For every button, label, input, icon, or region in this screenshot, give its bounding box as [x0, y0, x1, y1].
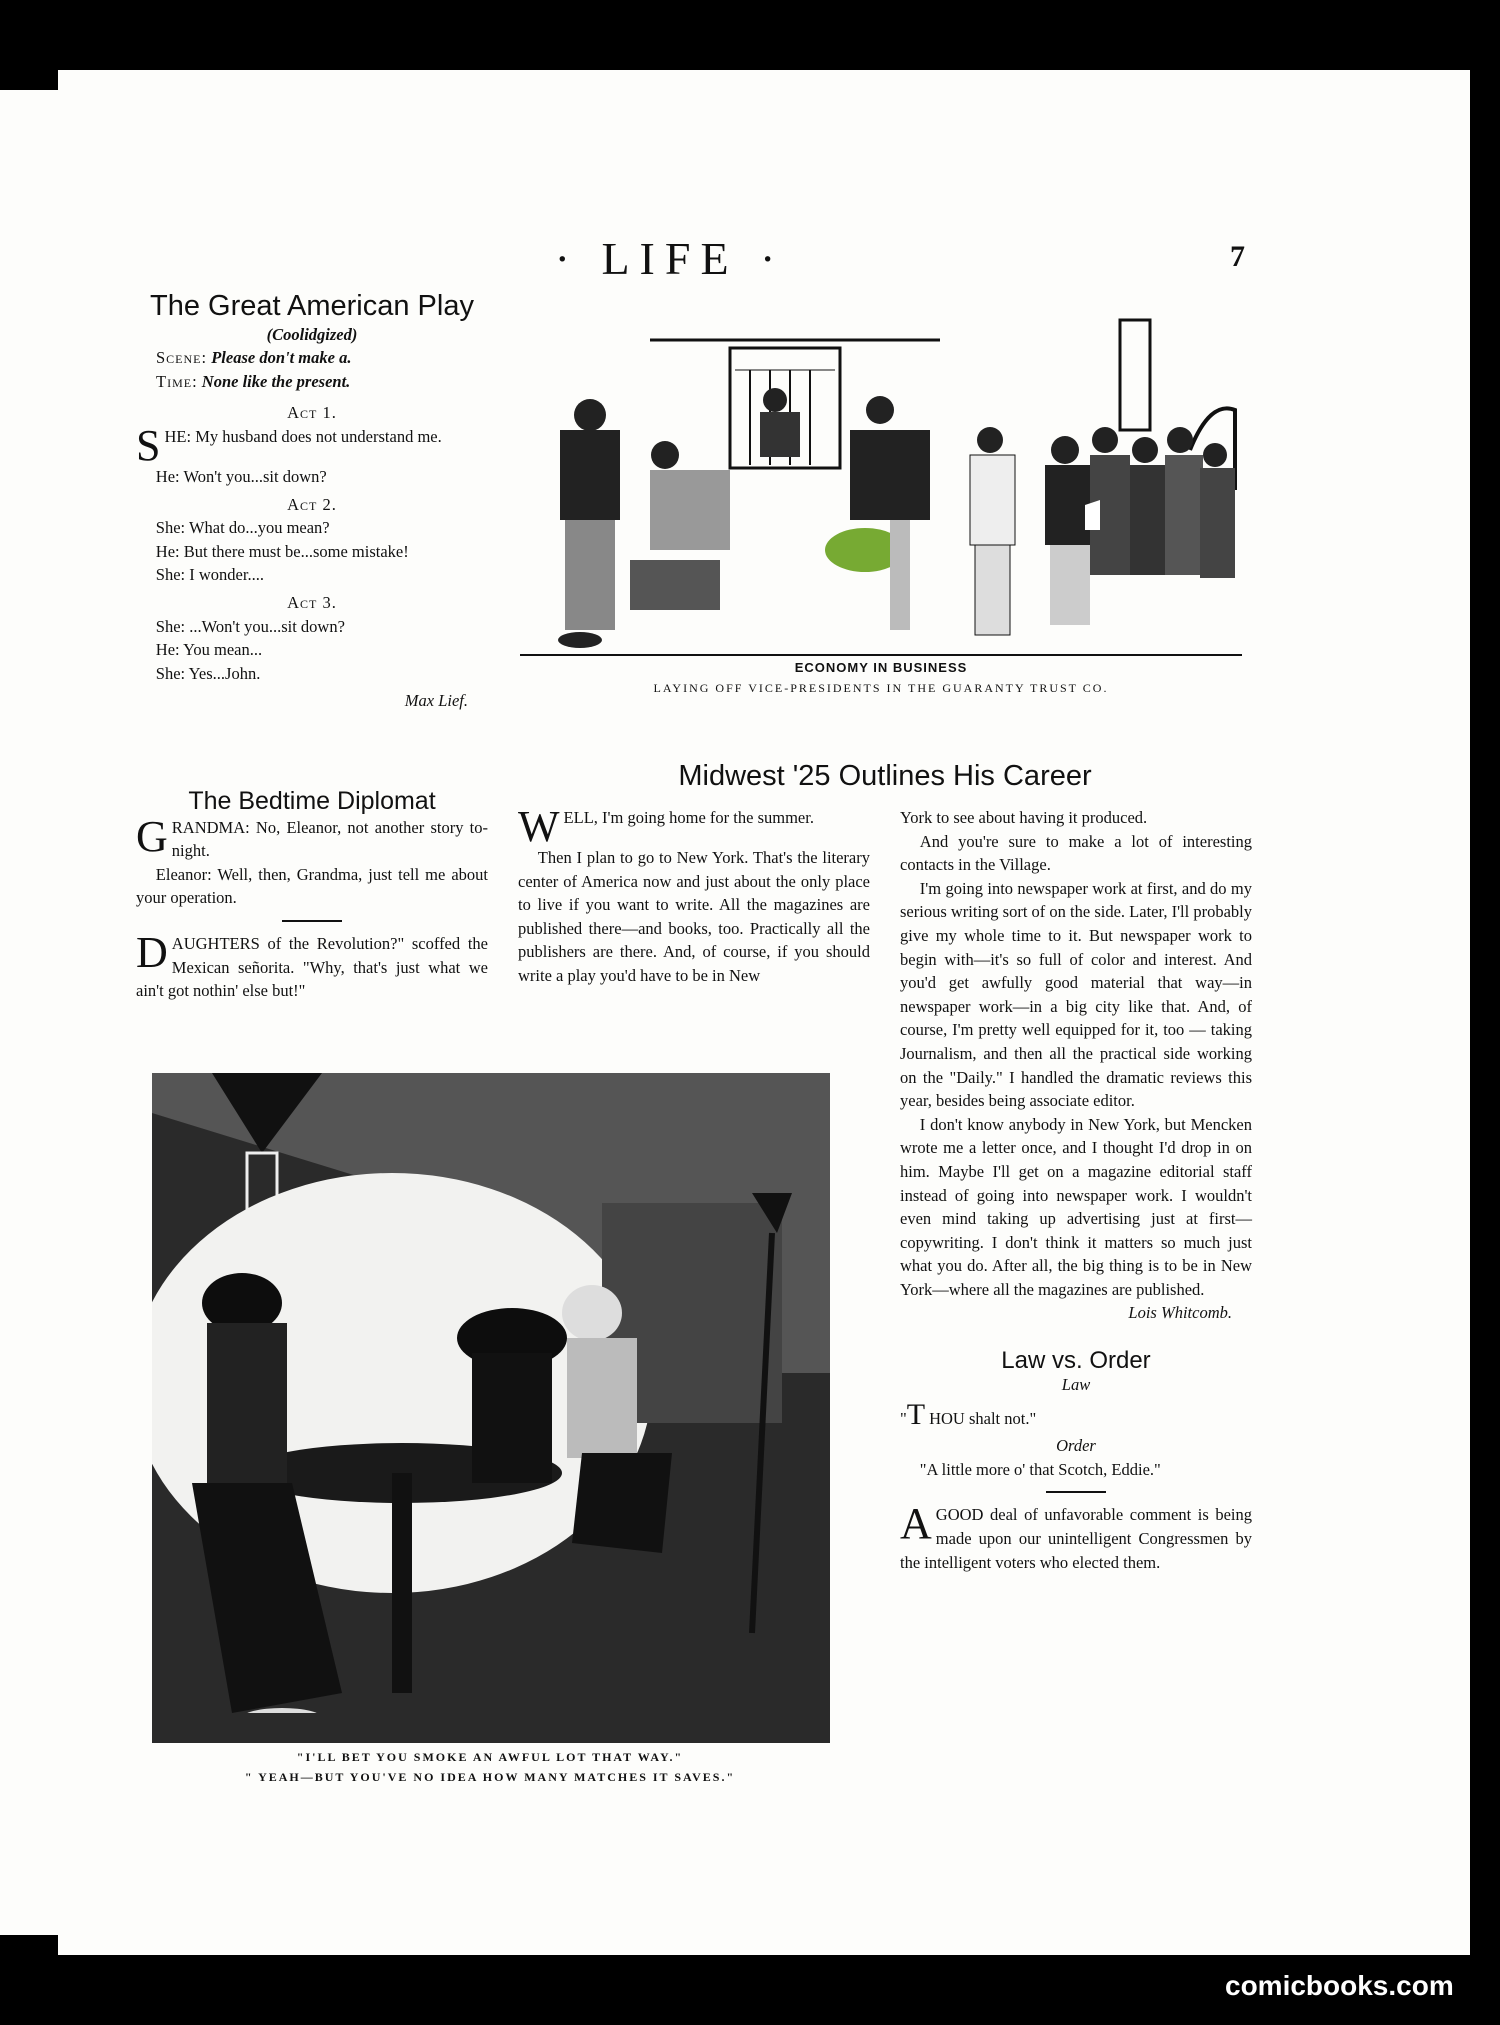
law-title: Law vs. Order — [1001, 1347, 1151, 1375]
law-text: HOU shalt not." — [929, 1409, 1037, 1429]
bedtime-paragraph-2: Eleanor: Well, then, Grandma, just tell me about your operation. — [136, 864, 488, 908]
midwest-paragraph-6: I don't know anybody in New York, but Mencken wrote me a letter once, and I thought I'd drop in on him. Maybe I'll get on a magazine editorial staff instead of going into newspaper work. I wouldn't even mind taking up advertising just at first—copywriting. I don't think it matters so much just what you do. After all, the big thing is to be in New York—where all the magazines are published. — [900, 1114, 1252, 1299]
midwest-paragraph-2: Then I plan to go to New York. That's the literary center of America now and just about the only place to live if you want to write. All the magazines are published there—and books, too. Practically all the publishers are there. And, of course, if you should write a play you'd have to be in New — [518, 848, 870, 985]
she-line-5: She: Yes...John. — [155, 663, 261, 683]
scene-text: Please don't make a. — [211, 348, 352, 368]
law-label: Law — [1061, 1374, 1091, 1394]
cartoon-matches — [152, 1073, 830, 1743]
masthead-title: · LIFE · — [554, 233, 786, 284]
she-drop-cap: S — [136, 420, 161, 470]
play-author: Max Lief. — [404, 691, 468, 711]
midwest-column-1 — [518, 802, 870, 988]
bedtime-title: The Bedtime Diplomat — [188, 787, 436, 815]
she-line-1: HE: My husband does not understand me. — [164, 426, 442, 446]
midwest-paragraph-1: ELL, I'm going home for the summer. — [563, 808, 814, 827]
act-3-heading: Act 3. — [287, 592, 337, 612]
she-line-4: She: ...Won't you...sit down? — [155, 616, 345, 636]
midwest-author: Lois Whitcomb. — [1128, 1303, 1232, 1323]
time-label: Time: — [156, 371, 198, 391]
he-line-3: He: You mean... — [155, 640, 263, 660]
daughters-drop-cap: D — [136, 927, 168, 977]
bedtime-article — [136, 787, 488, 1003]
cartoon2-caption-1: "I'LL BET YOU SMOKE AN AWFUL LOT THAT WAY." — [296, 1750, 684, 1764]
play-article — [136, 290, 488, 713]
midwest-drop-cap: W — [518, 802, 560, 851]
thou-drop-cap: T — [906, 1398, 926, 1432]
cartoon1-caption-title: ECONOMY IN BUSINESS — [794, 660, 968, 675]
cartoon1-caption-sub: LAYING OFF VICE-PRESIDENTS IN THE GUARANTY TRUST CO. — [653, 681, 1109, 695]
section-divider — [282, 920, 342, 922]
order-text: "A little more o' that Scotch, Eddie." — [919, 1459, 1161, 1479]
grandma-drop-cap: G — [136, 811, 168, 861]
play-subtitle: (Coolidgized) — [266, 324, 358, 344]
closing-drop-cap: A — [900, 1499, 932, 1549]
midwest-paragraph-5: I'm going into newspaper work at first, and do my serious writing sort of on the side. Later, I'll probably give my whole time to it. But newspaper work to begin with—it's so full of color and interest. And you'd get awfully good material that way—in newspaper work—in a big city like that. And, of course, I'm pretty well equipped for it, too — taking Journalism, and then all the practical side working on the "Daily." I handled the dramatic reviews this year, besides being associate editor. — [900, 878, 1252, 1111]
she-line-3: She: I wonder.... — [155, 565, 264, 585]
cartoon-illustration — [520, 300, 1242, 680]
play-title: The Great American Play — [150, 290, 474, 322]
he-line-1: He: Won't you...sit down? — [155, 466, 327, 486]
section-divider-2 — [1046, 1491, 1106, 1493]
she-line-2: She: What do...you mean? — [155, 518, 330, 538]
bedtime-paragraph-1: RANDMA: No, Eleanor, not another story to-night. — [171, 817, 488, 861]
cartoon-economy-in-business — [520, 300, 1242, 695]
he-line-2: He: But there must be...some mistake! — [155, 541, 409, 561]
order-label: Order — [1056, 1436, 1096, 1456]
cartoon2-caption-2: " YEAH—BUT YOU'VE NO IDEA HOW MANY MATCHES IT SAVES." — [244, 1770, 736, 1784]
time-text: None like the present. — [201, 371, 351, 391]
closing-paragraph: GOOD deal of unfavorable comment is being made upon our unintelligent Congressmen by the intelligent voters who elected them. — [900, 1505, 1252, 1572]
source-credit[interactable]: comicbooks.com — [1225, 1970, 1454, 2001]
midwest-column-2: York to see about having it produced. And you're sure to make a lot of interesting contacts in the Village. I'm going into newspaper work at first, and do my serious writing sort of on the side. Later, I'll probably give my whole time to it. But newspaper work to begin with—it's so full of color and interest. And you'd get awfully good material that way—in newspaper work—in a big city like that. And, of course, I'm pretty well equipped for it, too — taking Journalism, and then all the practical side working on the "Daily." I handled the dramatic reviews this year, besides being associate editor. I don't know anybody in New York, but Mencken wrote me a letter once, and I thought I'd drop in on him. Maybe I'll get on a magazine editorial staff instead of going into newspaper work. I wouldn't even mind taking up advertising just at first—copywriting. I don't think it matters so much just what you do. After all, the big thing is to be in New York—where all the magazines are published. Lois Whitcomb. Law vs. Order Law "T HOU shalt not." Order "A little more o' that Scotch, Eddie." AGOOD deal of unfavorable comment is being made upon our unintelligent Congressmen by the intelligent voters who elected them. — [900, 808, 1252, 1572]
scene-label: Scene: — [156, 348, 208, 368]
act-2-heading: Act 2. — [287, 494, 337, 514]
cartoon-matches-illustration — [152, 1073, 830, 1743]
act-1-heading: Act 1. — [287, 403, 337, 423]
midwest-title: Midwest '25 Outlines His Career — [678, 760, 1092, 792]
page-number: 7 — [1230, 240, 1245, 273]
midwest-paragraph-4: And you're sure to make a lot of interesting contacts in the Village. — [900, 831, 1252, 875]
midwest-paragraph-3: York to see about having it produced. — [900, 808, 1148, 827]
daughters-paragraph: AUGHTERS of the Revolution?" scoffed the Mexican señorita. "Why, that's just what we ain't got nothin' else but!" — [136, 933, 488, 1001]
